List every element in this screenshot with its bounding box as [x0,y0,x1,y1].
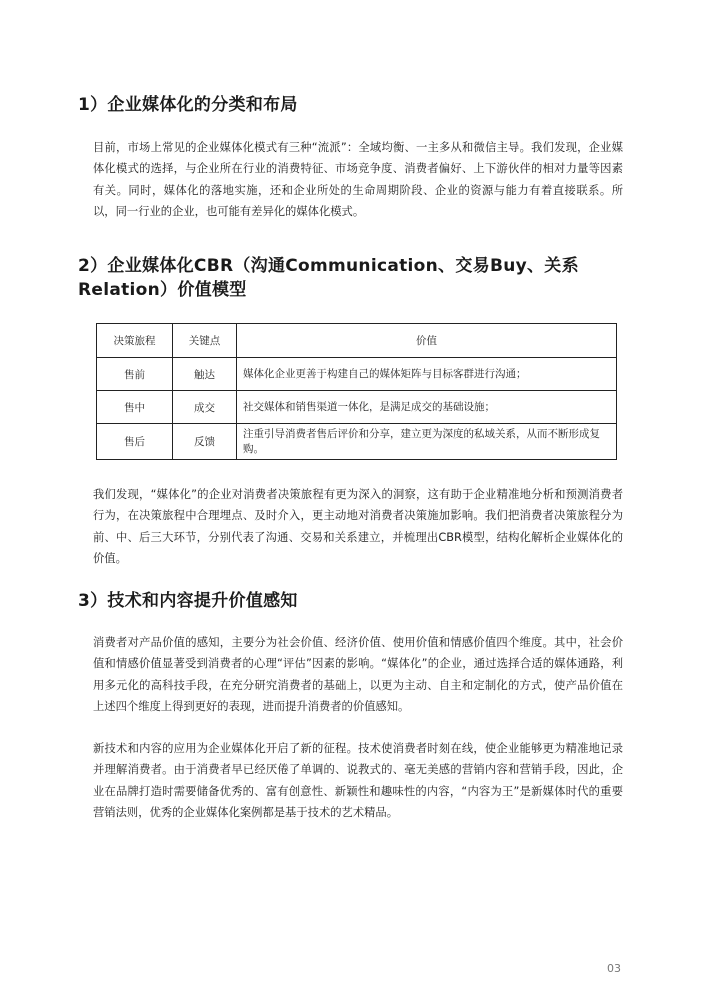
section2-heading: 2）企业媒体化CBR（沟通Communication、交易Buy、关系Relation）价值模型 [78,256,579,300]
section3-paragraph-2: 新技术和内容的应用为企业媒体化开启了新的征程。技术使消费者时刻在线，使企业能够更为精准地记录并理解消费者。由于消费者早已经厌倦了单调的、说教式的、毫无美感的营销内容和营销手段，因此，企业在品牌打造时需要储备优秀的、富有创意性、新颖性和趣味性的内容，“内容为王”是新媒体时代的重要营销法则，优秀的企业媒体化案例都是基于技术的艺术精品。 [93,742,623,819]
table-row [97,424,617,460]
table-cell-stage: 售中 [97,391,173,424]
table-cell-value: 社交媒体和销售渠道一体化，是满足成交的基础设施； [237,391,617,424]
table-cell-key: 触达 [173,358,237,391]
page-number: 03 [607,962,621,975]
table-header: 价值 [237,324,617,358]
table-header-row [97,324,617,358]
table-cell-value: 媒体化企业更善于构建自己的媒体矩阵与目标客群进行沟通； [237,358,617,391]
table-row [97,391,617,424]
table-row [97,358,617,391]
cbr-value-table [96,323,617,460]
section1-heading: 1）企业媒体化的分类和布局 [78,95,298,115]
table-cell-stage: 售后 [97,424,173,460]
table-cell-key: 成交 [173,391,237,424]
section1-paragraph: 目前，市场上常见的企业媒体化模式有三种“流派”：全域均衡、一主多从和微信主导。我们发现，企业媒体化模式的选择，与企业所在行业的消费特征、市场竞争度、消费者偏好、上下游伙伴的相对力量等因素有关。同时，媒体化的落地实施，还和企业所处的生命周期阶段、企业的资源与能力有着直接联系。所以，同一行业的企业，也可能有差异化的媒体化模式。 [93,141,623,218]
section2-paragraph: 我们发现，“媒体化”的企业对消费者决策旅程有更为深入的洞察，这有助于企业精准地分析和预测消费者行为，在决策旅程中合理埋点、及时介入，更主动地对消费者决策施加影响。我们把消费者决策旅程分为前、中、后三大环节，分别代表了沟通、交易和关系建立，并梳理出CBR模型，结构化解析企业媒体化的价值。 [93,488,623,565]
section3-heading: 3）技术和内容提升价值感知 [78,591,298,611]
table-cell-stage: 售前 [97,358,173,391]
table-cell-key: 反馈 [173,424,237,460]
section3-paragraph-1: 消费者对产品价值的感知，主要分为社会价值、经济价值、使用价值和情感价值四个维度。其中，社会价值和情感价值显著受到消费者的心理“评估”因素的影响。“媒体化”的企业，通过选择合适的媒体通路，利用多元化的高科技手段，在充分研究消费者的基础上，以更为主动、自主和定制化的方式，使产品价值在上述四个维度上得到更好的表现，进而提升消费者的价值感知。 [93,636,623,713]
table-header: 决策旅程 [97,324,173,358]
table-header: 关键点 [173,324,237,358]
table-cell-value: 注重引导消费者售后评价和分享，建立更为深度的私域关系，从而不断形成复购。 [237,424,617,460]
